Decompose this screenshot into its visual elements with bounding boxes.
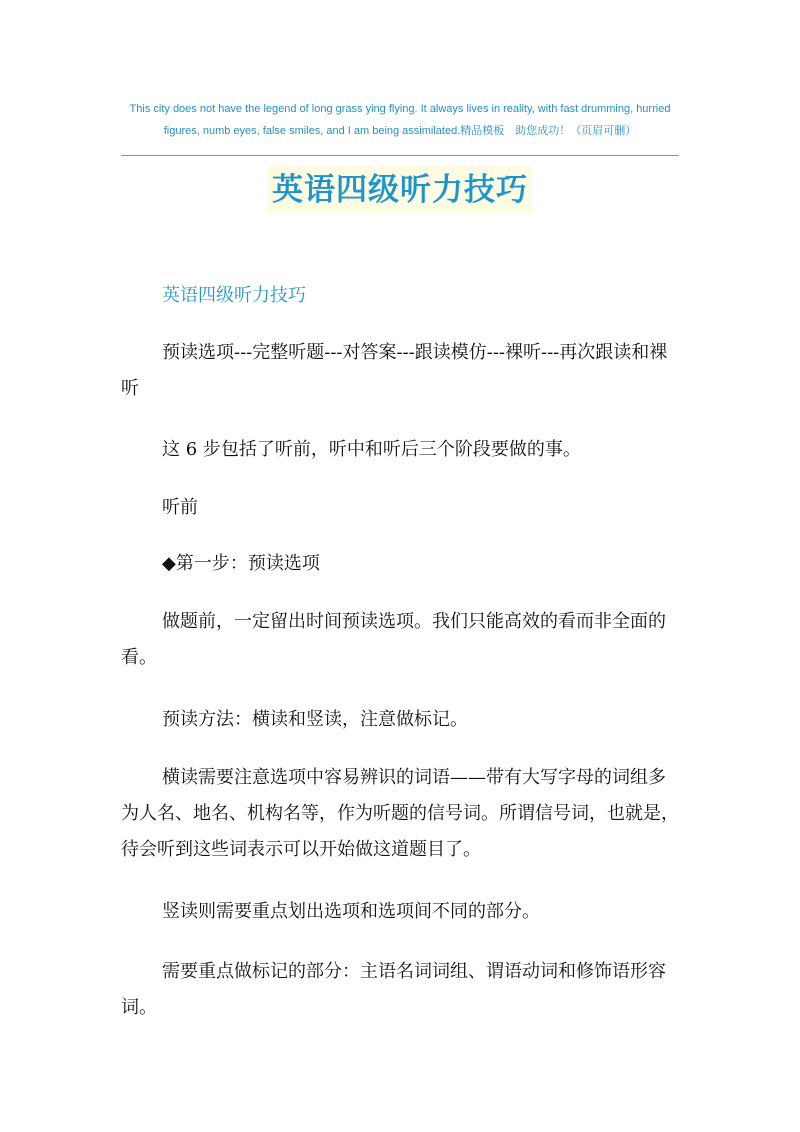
paragraph: 做题前，一定留出时间预读选项。我们只能高效的看而非全面的看。 bbox=[121, 611, 666, 668]
title-container bbox=[0, 166, 800, 214]
paragraph: 需要重点做标记的部分：主语名词词组、谓语动词和修饰语形容词。 bbox=[121, 961, 666, 1018]
paragraph: 横读需要注意选项中容易辨识的词语——带有大写字母的词组多为人名、地名、机构名等，作为听题的信号词。所谓信号词，也就是，待会听到这些词表示可以开始做这道题目了。 bbox=[121, 767, 679, 860]
paragraph: 预读选项---完整听题---对答案---跟读模仿---裸听---再次跟读和裸听 bbox=[121, 342, 668, 399]
page-header-text: This city does not have the legend of long grass ying flying. It always lives in reality, with fast drumming, hurried figures, numb eyes, false smiles, and I am being assimilated.精品模板 助您成功！（页眉可删） bbox=[129, 103, 671, 137]
paragraph: 这 6 步包括了听前，听中和听后三个阶段要做的事。 bbox=[162, 439, 581, 460]
paragraph: 听前 bbox=[162, 497, 198, 518]
paragraph: 竖读则需要重点划出选项和选项间不同的部分。 bbox=[162, 901, 540, 922]
header-divider bbox=[121, 155, 679, 156]
paragraph: ◆第一步：预读选项 bbox=[162, 553, 320, 574]
document-title: 英语四级听力技巧 bbox=[268, 166, 532, 214]
section-heading: 英语四级听力技巧 bbox=[162, 285, 306, 306]
paragraph: 预读方法：横读和竖读，注意做标记。 bbox=[162, 709, 468, 730]
